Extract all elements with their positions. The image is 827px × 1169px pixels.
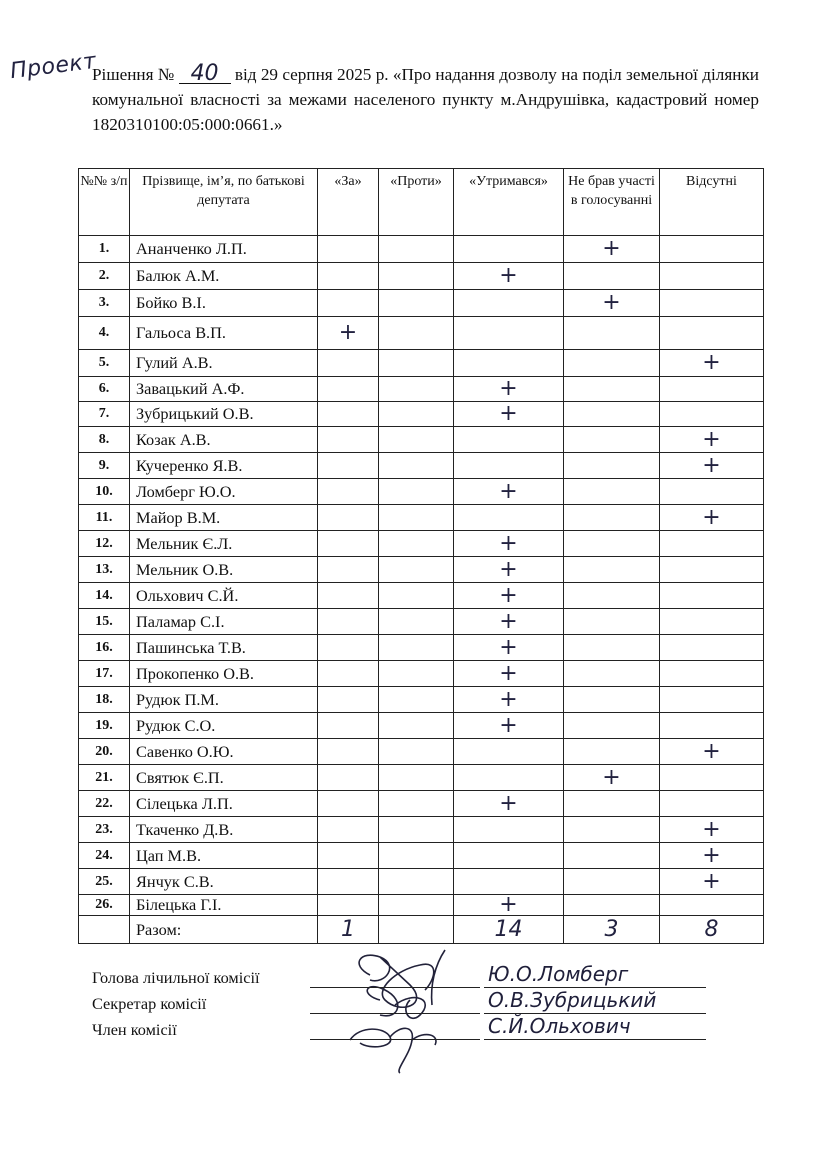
col-header-name: Прізвище, ім’я, по батькові депутата [130,169,318,236]
vote-mark: + [499,634,518,660]
signature-line [310,987,480,988]
vote-cell-abstained [454,583,564,609]
vote-cell-for [318,583,379,609]
vote-cell-not-voted [564,505,660,531]
vote-cell-not-voted [564,350,660,377]
vote-cell-abstained [454,479,564,505]
vote-cell-for [318,479,379,505]
vote-mark: + [499,376,518,401]
vote-cell-for [318,869,379,895]
vote-mark: + [499,608,518,634]
vote-cell-for [318,843,379,869]
signature-role: Член комісії [92,1020,177,1039]
vote-cell-against [379,317,454,350]
vote-mark: + [499,892,518,917]
vote-cell-absent [660,609,764,635]
vote-cell-absent [660,317,764,350]
vote-cell-abstained [454,843,564,869]
col-header-num: №№ з/п [79,169,130,236]
row-number: 9. [79,453,130,479]
vote-cell-for [318,317,379,350]
vote-cell-abstained [454,317,564,350]
deputy-name: Кучеренко Я.В. [130,453,318,479]
signature-scribbles [340,945,460,1075]
table-row [79,869,764,895]
vote-cell-not-voted [564,661,660,687]
vote-cell-for [318,427,379,453]
deputy-name: Завацький А.Ф. [130,377,318,402]
vote-cell-absent [660,765,764,791]
vote-mark: + [499,582,518,608]
vote-cell-not-voted [564,236,660,263]
signer-name: Ю.О.Ломберг [488,962,629,986]
row-number: 24. [79,843,130,869]
row-number: 14. [79,583,130,609]
table-row [79,263,764,290]
total-against [379,916,454,944]
col-header-for: «За» [318,169,379,236]
vote-cell-not-voted [564,557,660,583]
row-number: 6. [79,377,130,402]
row-number: 11. [79,505,130,531]
vote-cell-absent [660,869,764,895]
vote-cell-absent [660,236,764,263]
vote-cell-for [318,609,379,635]
total-absent: 8 [660,916,764,944]
table-row [79,895,764,916]
vote-cell-abstained [454,869,564,895]
deputy-name: Балюк А.М. [130,263,318,290]
vote-cell-not-voted [564,531,660,557]
deputy-name: Білецька Г.І. [130,895,318,916]
vote-cell-absent [660,843,764,869]
decision-number: 40 [179,65,231,84]
row-number: 8. [79,427,130,453]
vote-cell-against [379,635,454,661]
table-row [79,377,764,402]
vote-cell-absent [660,402,764,427]
vote-cell-not-voted [564,263,660,290]
vote-cell-against [379,791,454,817]
row-number: 22. [79,791,130,817]
deputy-name: Ананченко Л.П. [130,236,318,263]
vote-cell-abstained [454,402,564,427]
row-number: 2. [79,263,130,290]
table-header-row [79,169,764,236]
vote-mark: + [499,478,518,504]
deputy-name: Сілецька Л.П. [130,791,318,817]
vote-cell-not-voted [564,290,660,317]
signature-line [310,1013,480,1014]
vote-cell-absent [660,791,764,817]
vote-cell-not-voted [564,453,660,479]
vote-cell-absent [660,739,764,765]
vote-mark: + [499,556,518,582]
deputy-name: Пашинська Т.В. [130,635,318,661]
total-for: 1 [318,916,379,944]
vote-cell-not-voted [564,583,660,609]
vote-cell-absent [660,583,764,609]
col-header-abstained: «Утримався» [454,169,564,236]
vote-mark: + [499,660,518,686]
vote-cell-abstained [454,635,564,661]
deputy-name: Цап М.В. [130,843,318,869]
vote-cell-not-voted [564,402,660,427]
vote-cell-for [318,817,379,843]
vote-cell-for [318,765,379,791]
deputy-name: Рудюк П.М. [130,687,318,713]
table-row [79,739,764,765]
vote-cell-against [379,427,454,453]
vote-cell-for [318,791,379,817]
vote-cell-abstained [454,290,564,317]
vote-cell-for [318,505,379,531]
table-row [79,402,764,427]
vote-mark: + [702,426,721,452]
row-number: 5. [79,350,130,377]
deputy-name: Святюк Є.П. [130,765,318,791]
table-row [79,317,764,350]
vote-cell-against [379,290,454,317]
vote-mark: + [702,452,721,478]
vote-cell-abstained [454,236,564,263]
vote-cell-not-voted [564,739,660,765]
table-row [79,765,764,791]
table-row [79,350,764,377]
vote-cell-absent [660,290,764,317]
row-number: 10. [79,479,130,505]
row-number: 15. [79,609,130,635]
vote-cell-not-voted [564,869,660,895]
totals-empty-cell [79,916,130,944]
vote-mark: + [499,712,518,738]
vote-cell-not-voted [564,609,660,635]
table-row [79,817,764,843]
vote-cell-not-voted [564,713,660,739]
vote-mark: + [499,401,518,426]
vote-cell-abstained [454,377,564,402]
row-number: 4. [79,317,130,350]
vote-mark: + [602,764,621,790]
vote-cell-for [318,739,379,765]
table-row [79,453,764,479]
vote-cell-absent [660,713,764,739]
vote-mark: + [702,504,721,530]
vote-cell-against [379,687,454,713]
vote-cell-for [318,895,379,916]
deputy-name: Янчук С.В. [130,869,318,895]
vote-cell-abstained [454,427,564,453]
row-number: 25. [79,869,130,895]
table-row [79,427,764,453]
row-number: 26. [79,895,130,916]
vote-cell-abstained [454,739,564,765]
vote-cell-abstained [454,505,564,531]
signature-role: Секретар комісії [92,994,207,1013]
table-row [79,583,764,609]
vote-cell-against [379,869,454,895]
vote-cell-abstained [454,713,564,739]
deputy-name: Прокопенко О.В. [130,661,318,687]
row-number: 1. [79,236,130,263]
vote-rows [79,236,764,916]
row-number: 16. [79,635,130,661]
signature-line [310,1039,480,1040]
vote-cell-not-voted [564,817,660,843]
deputy-name: Ломберг Ю.О. [130,479,318,505]
signer-name: С.Й.Ольхович [488,1014,631,1038]
table-row [79,713,764,739]
deputy-name: Зубрицький О.В. [130,402,318,427]
vote-cell-absent [660,505,764,531]
vote-cell-not-voted [564,635,660,661]
decision-title: від 29 серпня 2025 р. «Про надання дозволу на поділ земельної ділянки комунальної власності за межами населеного пункту м.Андрушівка, кадастровий номер 1820310100:05:000:0661.» [92,65,760,134]
row-number: 13. [79,557,130,583]
vote-cell-abstained [454,557,564,583]
deputy-name: Савенко О.Ю. [130,739,318,765]
deputy-name: Мельник О.В. [130,557,318,583]
deputy-name: Паламар С.І. [130,609,318,635]
vote-cell-absent [660,377,764,402]
total-abstained: 14 [454,916,564,944]
deputy-name: Гальоса В.П. [130,317,318,350]
vote-cell-for [318,635,379,661]
vote-cell-not-voted [564,479,660,505]
row-number: 23. [79,817,130,843]
name-line [484,1039,706,1040]
col-header-against: «Проти» [379,169,454,236]
vote-cell-for [318,290,379,317]
vote-cell-against [379,661,454,687]
vote-mark: + [702,868,721,894]
vote-cell-for [318,236,379,263]
vote-cell-not-voted [564,791,660,817]
vote-cell-for [318,350,379,377]
vote-cell-abstained [454,531,564,557]
table-row [79,635,764,661]
vote-cell-absent [660,817,764,843]
vote-cell-absent [660,479,764,505]
vote-cell-not-voted [564,687,660,713]
vote-cell-absent [660,531,764,557]
signer-name: О.В.Зубрицький [488,988,657,1012]
vote-cell-for [318,713,379,739]
table-row [79,236,764,263]
table-row [79,505,764,531]
row-number: 19. [79,713,130,739]
vote-cell-against [379,505,454,531]
table-row [79,687,764,713]
decision-prefix: Рішення № [92,65,175,84]
vote-cell-against [379,583,454,609]
vote-cell-against [379,713,454,739]
vote-cell-against [379,765,454,791]
table-row [79,843,764,869]
vote-cell-for [318,377,379,402]
vote-mark: + [499,263,518,288]
table-row [79,557,764,583]
vote-cell-for [318,557,379,583]
draft-stamp: Проект [8,48,98,85]
vote-cell-absent [660,635,764,661]
vote-cell-abstained [454,817,564,843]
vote-cell-absent [660,687,764,713]
vote-mark: + [702,350,721,375]
vote-cell-against [379,895,454,916]
table-row [79,609,764,635]
vote-table [78,168,764,944]
vote-cell-against [379,557,454,583]
table-row [79,479,764,505]
vote-cell-against [379,402,454,427]
total-not-voted: 3 [564,916,660,944]
vote-mark: + [702,842,721,868]
table-row [79,791,764,817]
vote-cell-abstained [454,453,564,479]
vote-mark: + [499,530,518,556]
deputy-name: Ольхович С.Й. [130,583,318,609]
table-row [79,661,764,687]
vote-cell-absent [660,661,764,687]
vote-mark: + [499,790,518,816]
totals-label: Разом: [130,916,318,944]
vote-cell-absent [660,895,764,916]
col-header-absent: Відсутні [660,169,764,236]
vote-mark: + [338,320,358,345]
vote-cell-against [379,531,454,557]
vote-cell-abstained [454,263,564,290]
vote-cell-against [379,479,454,505]
vote-cell-abstained [454,892,564,917]
vote-cell-absent [660,427,764,453]
vote-mark: + [702,738,721,764]
vote-cell-abstained [454,350,564,377]
vote-cell-against [379,817,454,843]
vote-mark: + [602,236,621,261]
signature-role: Голова лічильної комісії [92,968,260,987]
vote-mark: + [702,816,721,842]
vote-cell-against [379,453,454,479]
row-number: 7. [79,402,130,427]
vote-cell-for [318,263,379,290]
vote-mark: + [499,686,518,712]
row-number: 21. [79,765,130,791]
table-row [79,531,764,557]
vote-cell-abstained [454,661,564,687]
vote-cell-against [379,843,454,869]
row-number: 17. [79,661,130,687]
vote-cell-not-voted [564,317,660,350]
table-row [79,290,764,317]
vote-cell-not-voted [564,895,660,916]
vote-cell-for [318,687,379,713]
vote-cell-against [379,739,454,765]
deputy-name: Ткаченко Д.В. [130,817,318,843]
vote-cell-for [318,453,379,479]
deputy-name: Рудюк С.О. [130,713,318,739]
deputy-name: Мельник Є.Л. [130,531,318,557]
totals-row [79,916,764,944]
vote-cell-absent [660,453,764,479]
vote-cell-not-voted [564,765,660,791]
deputy-name: Козак А.В. [130,427,318,453]
row-number: 12. [79,531,130,557]
vote-cell-for [318,402,379,427]
vote-cell-against [379,263,454,290]
vote-cell-against [379,609,454,635]
deputy-name: Гулий А.В. [130,350,318,377]
vote-cell-against [379,350,454,377]
vote-cell-absent [660,350,764,377]
row-number: 20. [79,739,130,765]
vote-cell-not-voted [564,843,660,869]
vote-cell-against [379,236,454,263]
vote-cell-for [318,661,379,687]
deputy-name: Бойко В.І. [130,290,318,317]
vote-cell-not-voted [564,377,660,402]
vote-cell-for [318,531,379,557]
vote-cell-abstained [454,609,564,635]
row-number: 3. [79,290,130,317]
vote-mark: + [602,290,621,315]
vote-cell-absent [660,557,764,583]
decision-header [92,62,759,137]
vote-cell-absent [660,263,764,290]
vote-cell-abstained [454,765,564,791]
deputy-name: Майор В.М. [130,505,318,531]
col-header-not-voted: Не брав участі в голосуванні [564,169,660,236]
vote-cell-not-voted [564,427,660,453]
row-number: 18. [79,687,130,713]
vote-cell-abstained [454,687,564,713]
vote-cell-abstained [454,791,564,817]
vote-cell-against [379,377,454,402]
